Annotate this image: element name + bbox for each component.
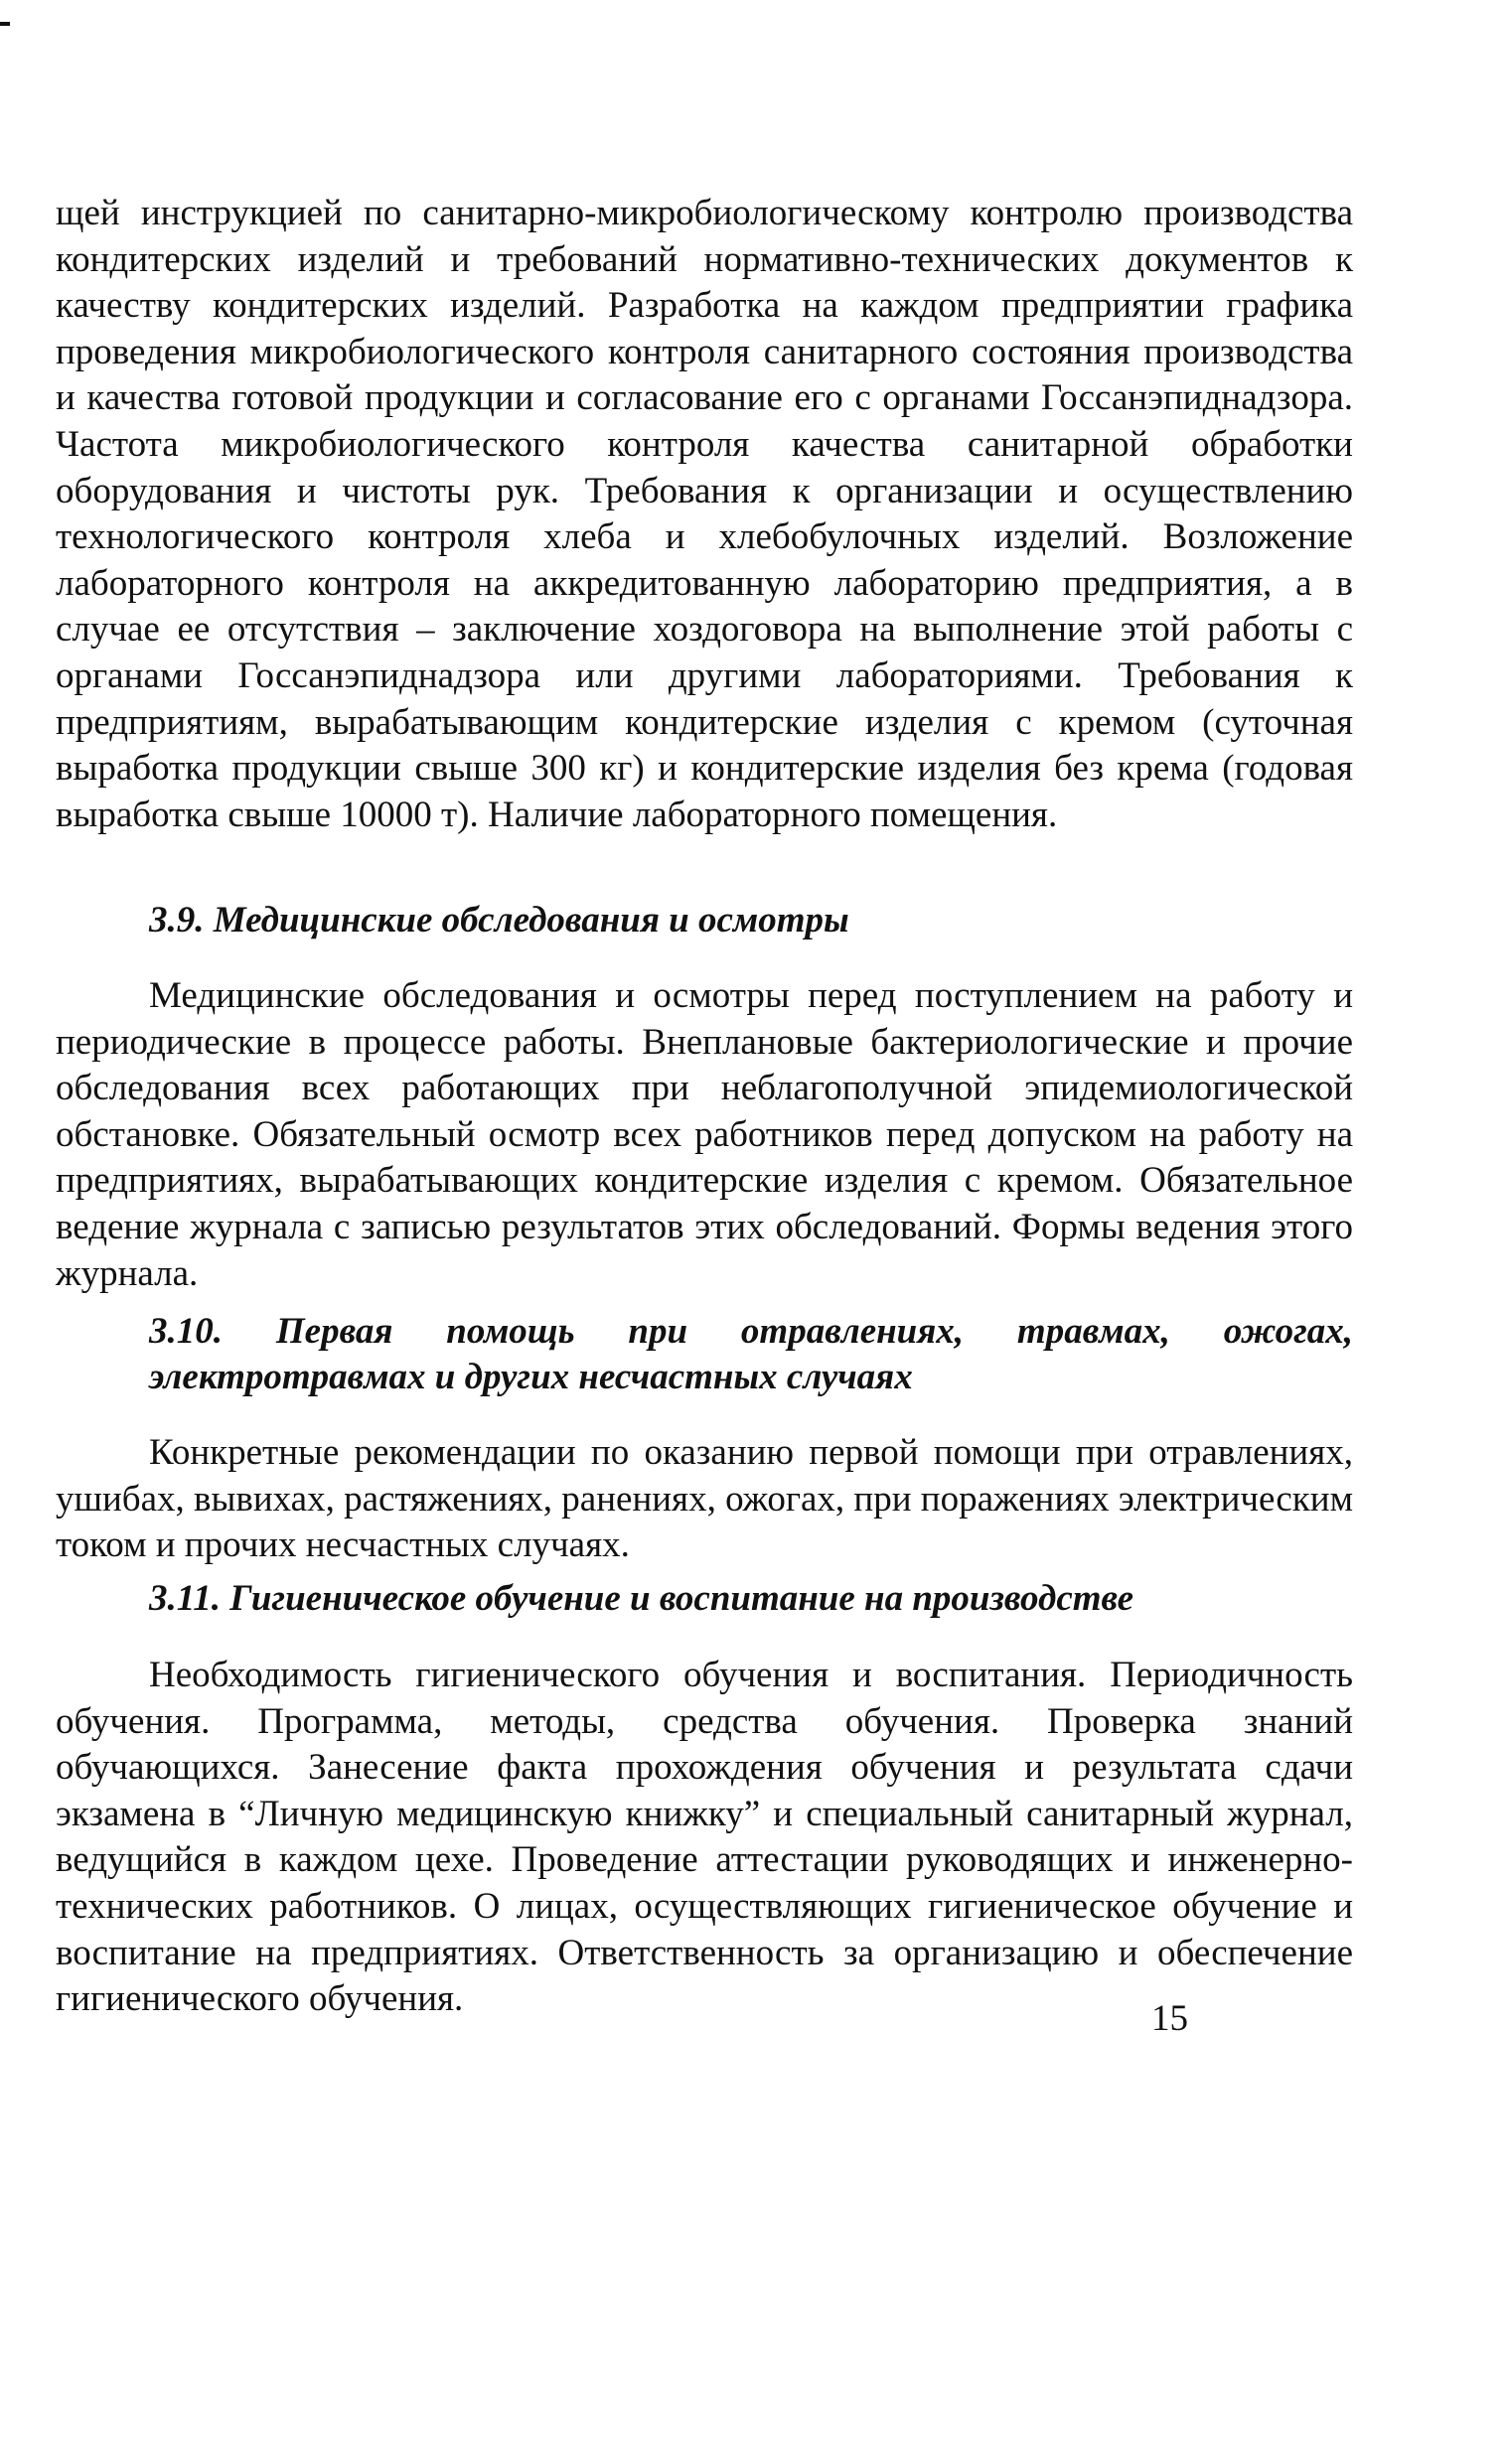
section-body-3-9: Медицинские обследования и осмотры перед поступлением на работу и периодические в процессе работы. Внеплановые бактериологические и прочие обследования всех работающих при неблагополучной эпидемиологической обстановке. Обязательный осмотр всех работников перед допуском на работу на предприятиях, вырабатывающих кондитерские изделия с кремом. Обязательное ведение журнала с записью результатов этих обследований. Формы ведения этого журнала. bbox=[56, 975, 1353, 1294]
page-number: 15 bbox=[1151, 1998, 1188, 2039]
section-body-3-11: Необходимость гигиенического обучения и воспитания. Периодичность обучения. Программа, методы, средства обучения. Проверка знаний обучающихся. Занесение факта прохождения обучения и результата сдачи экзамена в “Личную медицинскую книжку” и специальный санитарный журнал, ведущийся в каждом цехе. Проведение аттестации руководящих и инженерно-технических работников. О лицах, осуществляющих гигиеническое обучение и воспитание на предприятиях. Ответственность за организацию и обеспечение гигиенического обучения. bbox=[56, 1655, 1353, 2020]
section-heading-3-11: 3.11. Гигиеническое обучение и воспитание на производстве bbox=[149, 1578, 1134, 1619]
section-heading-3-10: 3.10. Первая помощь при отравлениях, травмах, ожогах, электротравмах и других несчастных случаях bbox=[149, 1311, 1353, 1397]
section-heading-3-9: 3.9. Медицинские обследования и осмотры bbox=[149, 900, 849, 941]
scan-edge-mark bbox=[0, 22, 10, 26]
section-body-3-10: Конкретные рекомендации по оказанию первой помощи при отравлениях, ушибах, вывихах, растяжениях, ранениях, ожогах, при поражениях электрическим током и прочих несчастных случаях. bbox=[56, 1432, 1353, 1566]
intro-paragraph: щей инструкцией по санитарно-микробиологическому контролю производства кондитерских изделий и требований нормативно-технических документов к качеству кондитерских изделий. Разработка на каждом предприятии графика проведения микробиологического контроля санитарного состояния производства и качества готовой продукции и согласование его с органами Госсанэпиднадзора. Частота микробиологического контроля качества санитарной обработки оборудования и чистоты рук. Требования к организации и осуществлению технологического контроля хлеба и хлебобулочных изделий. Возложение лабораторного контроля на аккредитованную лабораторию предприятия, а в случае ее отсутствия – заключение хоздоговора на выполнение этой работы с органами Госсанэпиднадзора или другими лабораториями. Требования к предприятиям, вырабатывающим кондитерские изделия с кремом (суточная выработка продукции свыше 300 кг) и кондитерские изделия без крема (годовая выработка свыше 10000 т). Наличие лабораторного помещения. bbox=[56, 193, 1353, 835]
